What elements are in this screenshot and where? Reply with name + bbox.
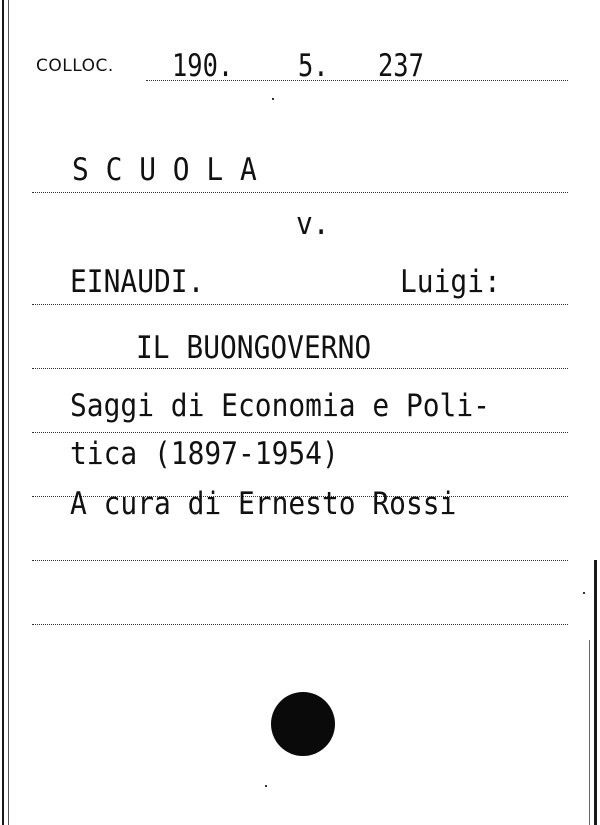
colloc-shelf-position: 237: [378, 48, 424, 84]
speck: [272, 98, 274, 100]
dotted-line-3: [32, 368, 568, 369]
scan-edge-right-inner: [589, 640, 590, 825]
colloc-label: COLLOC.: [36, 56, 114, 76]
scan-edge-left-inner: [8, 0, 9, 825]
colloc-shelf-section: 5.: [298, 48, 329, 84]
book-subtitle-line-2: tica (1897-1954): [70, 436, 339, 472]
author-surname: EINAUDI.: [70, 264, 205, 300]
book-subtitle-line-1: Saggi di Economia e Poli-: [70, 388, 490, 424]
dotted-line-4: [32, 432, 568, 433]
see-reference-marker: v.: [296, 206, 330, 242]
colloc-shelf-number: 190.: [172, 48, 234, 84]
author-given-name: Luigi:: [400, 264, 501, 300]
scan-edge-right: [594, 560, 597, 825]
speck: [265, 785, 267, 787]
punch-hole: [271, 692, 335, 756]
book-editor-line: A cura di Ernesto Rossi: [70, 486, 457, 522]
dotted-line-1: [32, 192, 568, 193]
subject-heading: S C U O L A: [72, 152, 257, 188]
dotted-line-7: [32, 624, 568, 625]
book-title: IL BUONGOVERNO: [136, 330, 372, 366]
speck: [583, 592, 585, 594]
dotted-line-6: [32, 560, 568, 561]
dotted-line-2: [32, 304, 568, 305]
scan-edge-left: [2, 0, 4, 825]
